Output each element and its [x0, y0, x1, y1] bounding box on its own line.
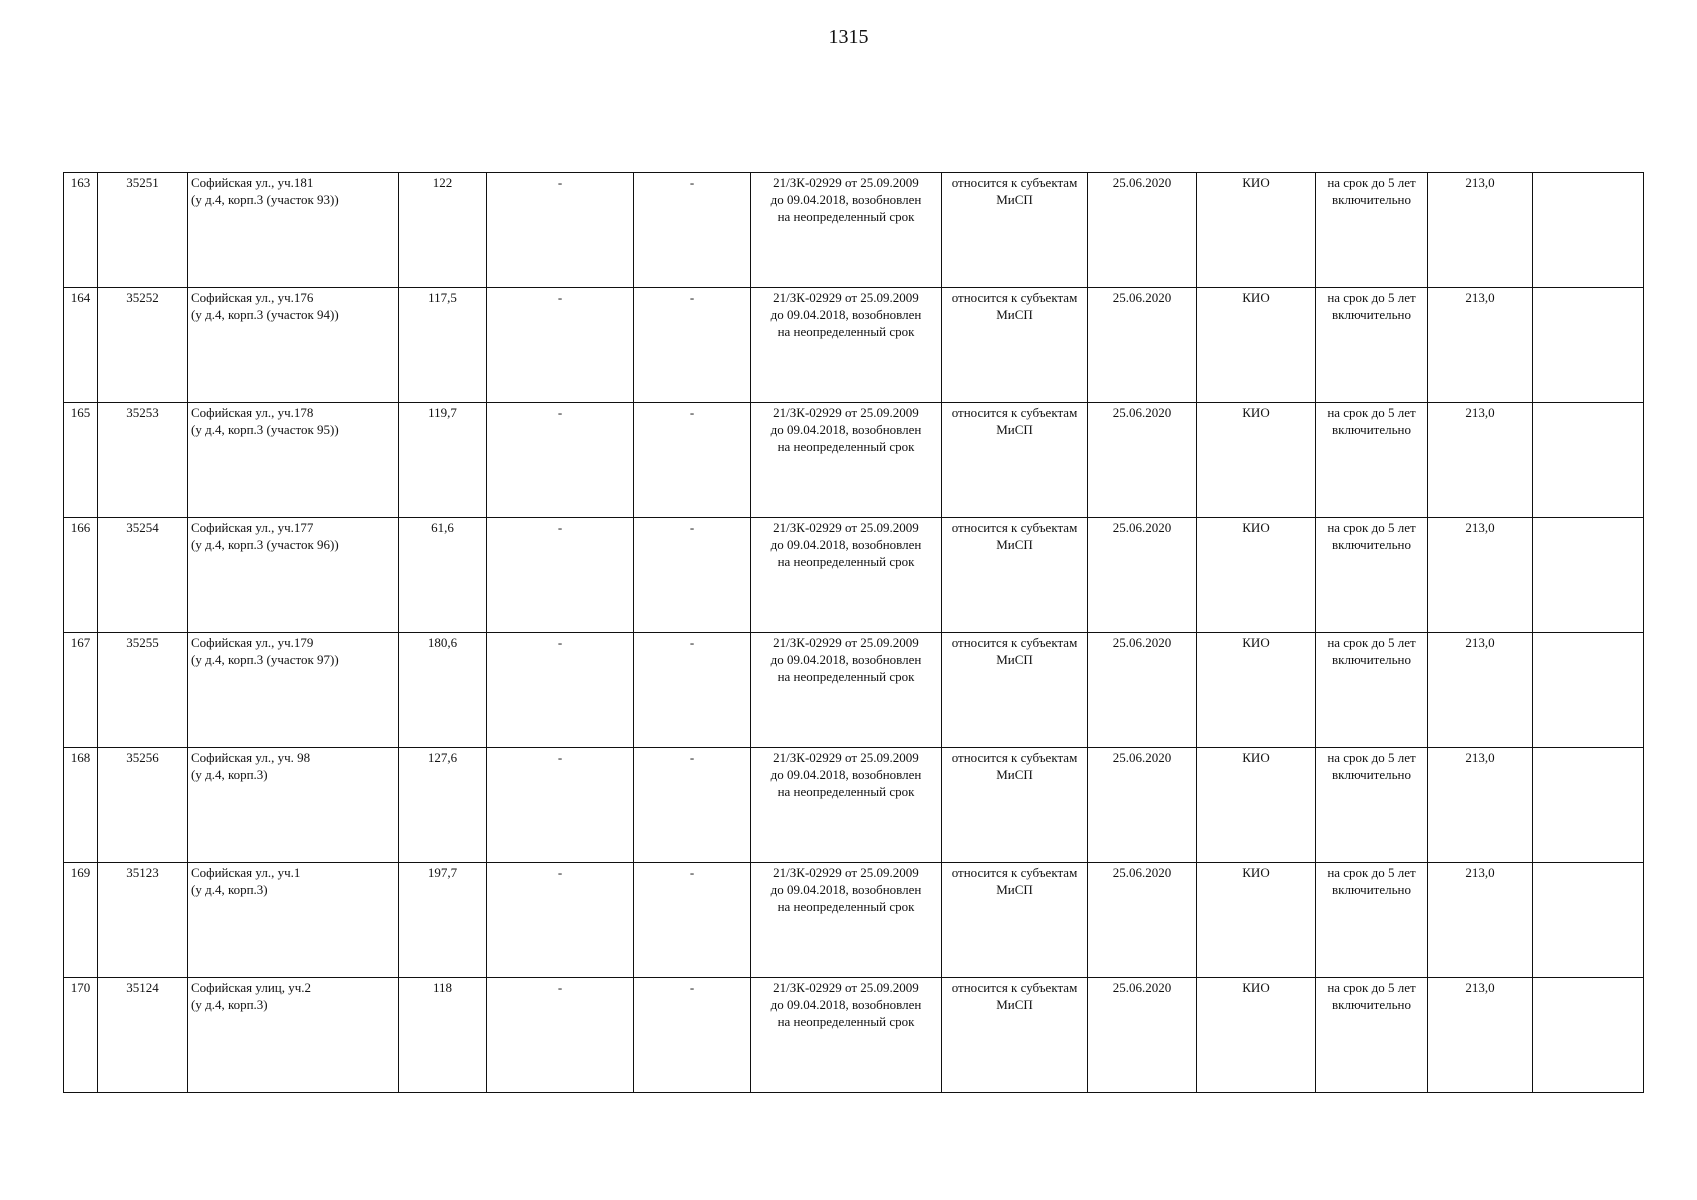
- cell-note: [1533, 288, 1644, 403]
- cell-address-line: Софийская ул., уч. 98: [191, 750, 311, 765]
- cell-address-line: (у д.4, корп.3 (участок 94)): [191, 307, 339, 322]
- cell-category: [942, 288, 1088, 403]
- cell-address: [188, 288, 399, 403]
- cell-agreement-line: на неопределенный срок: [777, 1014, 915, 1029]
- cell-row-number: 166: [64, 518, 98, 633]
- cell-note: [1533, 863, 1644, 978]
- cell-agreement-line: на неопределенный срок: [777, 554, 915, 569]
- cell-term: [1316, 173, 1428, 288]
- cell-agreement: [751, 633, 942, 748]
- cell-dash: -: [634, 633, 751, 748]
- cell-agreement-line: 21/ЗК-02929 от 25.09.2009: [773, 980, 919, 995]
- cell-area: 197,7: [399, 863, 487, 978]
- cell-address-line: Софийская ул., уч.181: [191, 175, 314, 190]
- cell-value: 213,0: [1428, 748, 1533, 863]
- cell-agreement: [751, 518, 942, 633]
- cell-organization: КИО: [1197, 518, 1316, 633]
- cell-category-line: относится к субъектам: [951, 865, 1078, 880]
- cell-agreement-line: 21/ЗК-02929 от 25.09.2009: [773, 635, 919, 650]
- cell-agreement-line: на неопределенный срок: [777, 324, 915, 339]
- cell-term-line: на срок до 5 лет: [1327, 750, 1416, 765]
- cell-note: [1533, 748, 1644, 863]
- cell-object-id: 35256: [98, 748, 188, 863]
- cell-term-line: включительно: [1332, 652, 1411, 667]
- cell-term: [1316, 748, 1428, 863]
- cell-dash: -: [487, 173, 634, 288]
- cell-agreement-line: до 09.04.2018, возобновлен: [770, 192, 922, 207]
- cell-organization: КИО: [1197, 863, 1316, 978]
- cell-area: 127,6: [399, 748, 487, 863]
- cell-agreement-line: 21/ЗК-02929 от 25.09.2009: [773, 865, 919, 880]
- cell-agreement-line: 21/ЗК-02929 от 25.09.2009: [773, 750, 919, 765]
- cell-term: [1316, 288, 1428, 403]
- cell-date: 25.06.2020: [1088, 863, 1197, 978]
- cell-category: [942, 403, 1088, 518]
- table-row: [64, 748, 1644, 863]
- cell-address-line: Софийская ул., уч.1: [191, 865, 301, 880]
- cell-agreement-line: 21/ЗК-02929 от 25.09.2009: [773, 175, 919, 190]
- cell-agreement-line: до 09.04.2018, возобновлен: [770, 882, 922, 897]
- cell-term: [1316, 518, 1428, 633]
- cell-object-id: 35254: [98, 518, 188, 633]
- cell-term-line: включительно: [1332, 767, 1411, 782]
- cell-row-number: 170: [64, 978, 98, 1093]
- cell-term: [1316, 403, 1428, 518]
- cell-category-line: относится к субъектам: [951, 635, 1078, 650]
- cell-address: [188, 978, 399, 1093]
- cell-address-line: (у д.4, корп.3): [191, 882, 268, 897]
- cell-value: 213,0: [1428, 173, 1533, 288]
- cell-dash: -: [634, 978, 751, 1093]
- cell-category-line: относится к субъектам: [951, 980, 1078, 995]
- cell-category: [942, 863, 1088, 978]
- cell-date: 25.06.2020: [1088, 978, 1197, 1093]
- table-row: [64, 288, 1644, 403]
- cell-agreement: [751, 863, 942, 978]
- cell-address-line: (у д.4, корп.3): [191, 997, 268, 1012]
- cell-category-line: МиСП: [996, 767, 1033, 782]
- cell-organization: КИО: [1197, 403, 1316, 518]
- cell-object-id: 35123: [98, 863, 188, 978]
- cell-row-number: 164: [64, 288, 98, 403]
- cell-term-line: на срок до 5 лет: [1327, 980, 1416, 995]
- cell-address-line: Софийская улиц, уч.2: [191, 980, 312, 995]
- cell-row-number: 165: [64, 403, 98, 518]
- cell-agreement-line: до 09.04.2018, возобновлен: [770, 422, 922, 437]
- cell-organization: КИО: [1197, 288, 1316, 403]
- table-body: [64, 173, 1644, 1093]
- cell-term: [1316, 863, 1428, 978]
- cell-object-id: 35251: [98, 173, 188, 288]
- cell-category-line: МиСП: [996, 652, 1033, 667]
- cell-note: [1533, 518, 1644, 633]
- page-number: 1315: [828, 26, 869, 48]
- cell-object-id: 35252: [98, 288, 188, 403]
- cell-area: 61,6: [399, 518, 487, 633]
- cell-term-line: включительно: [1332, 422, 1411, 437]
- cell-term-line: на срок до 5 лет: [1327, 405, 1416, 420]
- cell-organization: КИО: [1197, 173, 1316, 288]
- cell-dash: -: [487, 288, 634, 403]
- cell-term: [1316, 978, 1428, 1093]
- cell-value: 213,0: [1428, 288, 1533, 403]
- cell-object-id: 35255: [98, 633, 188, 748]
- table-row: [64, 403, 1644, 518]
- cell-agreement: [751, 748, 942, 863]
- cell-date: 25.06.2020: [1088, 518, 1197, 633]
- cell-category: [942, 518, 1088, 633]
- cell-category: [942, 978, 1088, 1093]
- cell-agreement: [751, 403, 942, 518]
- cell-dash: -: [487, 748, 634, 863]
- cell-value: 213,0: [1428, 518, 1533, 633]
- cell-address-line: (у д.4, корп.3 (участок 95)): [191, 422, 339, 437]
- cell-address: [188, 173, 399, 288]
- cell-dash: -: [487, 633, 634, 748]
- cell-row-number: 167: [64, 633, 98, 748]
- cell-value: 213,0: [1428, 403, 1533, 518]
- cell-dash: -: [634, 403, 751, 518]
- cell-agreement-line: на неопределенный срок: [777, 784, 915, 799]
- cell-date: 25.06.2020: [1088, 288, 1197, 403]
- cell-address: [188, 863, 399, 978]
- cell-agreement-line: до 09.04.2018, возобновлен: [770, 997, 922, 1012]
- cell-date: 25.06.2020: [1088, 748, 1197, 863]
- cell-value: 213,0: [1428, 633, 1533, 748]
- cell-category-line: МиСП: [996, 307, 1033, 322]
- cell-dash: -: [487, 863, 634, 978]
- cell-dash: -: [634, 518, 751, 633]
- cell-area: 118: [399, 978, 487, 1093]
- registry-table: [63, 172, 1644, 1093]
- cell-agreement-line: 21/ЗК-02929 от 25.09.2009: [773, 520, 919, 535]
- cell-category-line: относится к субъектам: [951, 175, 1078, 190]
- cell-agreement-line: до 09.04.2018, возобновлен: [770, 537, 922, 552]
- cell-address-line: (у д.4, корп.3 (участок 96)): [191, 537, 339, 552]
- cell-row-number: 168: [64, 748, 98, 863]
- cell-address-line: Софийская ул., уч.179: [191, 635, 314, 650]
- table-row: [64, 863, 1644, 978]
- cell-category-line: МиСП: [996, 882, 1033, 897]
- cell-term-line: на срок до 5 лет: [1327, 520, 1416, 535]
- cell-category-line: МиСП: [996, 422, 1033, 437]
- cell-address: [188, 633, 399, 748]
- cell-date: 25.06.2020: [1088, 403, 1197, 518]
- cell-dash: -: [487, 403, 634, 518]
- cell-dash: -: [634, 748, 751, 863]
- cell-area: 119,7: [399, 403, 487, 518]
- cell-category-line: относится к субъектам: [951, 750, 1078, 765]
- cell-agreement-line: на неопределенный срок: [777, 899, 915, 914]
- cell-dash: -: [634, 863, 751, 978]
- cell-address-line: (у д.4, корп.3 (участок 97)): [191, 652, 339, 667]
- cell-term-line: включительно: [1332, 192, 1411, 207]
- cell-category-line: МиСП: [996, 537, 1033, 552]
- cell-term-line: на срок до 5 лет: [1327, 290, 1416, 305]
- cell-address-line: (у д.4, корп.3 (участок 93)): [191, 192, 339, 207]
- cell-agreement-line: на неопределенный срок: [777, 439, 915, 454]
- table-row: [64, 633, 1644, 748]
- cell-category-line: относится к субъектам: [951, 520, 1078, 535]
- cell-term-line: включительно: [1332, 537, 1411, 552]
- table-row: [64, 173, 1644, 288]
- cell-address: [188, 403, 399, 518]
- cell-agreement-line: 21/ЗК-02929 от 25.09.2009: [773, 290, 919, 305]
- cell-organization: КИО: [1197, 633, 1316, 748]
- cell-area: 117,5: [399, 288, 487, 403]
- cell-note: [1533, 978, 1644, 1093]
- cell-agreement: [751, 978, 942, 1093]
- cell-dash: -: [634, 288, 751, 403]
- cell-term-line: включительно: [1332, 997, 1411, 1012]
- cell-category-line: относится к субъектам: [951, 290, 1078, 305]
- cell-agreement-line: до 09.04.2018, возобновлен: [770, 767, 922, 782]
- cell-term: [1316, 633, 1428, 748]
- cell-area: 122: [399, 173, 487, 288]
- cell-row-number: 169: [64, 863, 98, 978]
- cell-category: [942, 748, 1088, 863]
- cell-date: 25.06.2020: [1088, 633, 1197, 748]
- cell-category-line: МиСП: [996, 192, 1033, 207]
- cell-category-line: относится к субъектам: [951, 405, 1078, 420]
- cell-address-line: (у д.4, корп.3): [191, 767, 268, 782]
- cell-term-line: на срок до 5 лет: [1327, 865, 1416, 880]
- cell-term-line: на срок до 5 лет: [1327, 635, 1416, 650]
- cell-dash: -: [634, 173, 751, 288]
- cell-organization: КИО: [1197, 748, 1316, 863]
- cell-agreement: [751, 288, 942, 403]
- cell-organization: КИО: [1197, 978, 1316, 1093]
- cell-term-line: на срок до 5 лет: [1327, 175, 1416, 190]
- cell-agreement-line: на неопределенный срок: [777, 209, 915, 224]
- cell-term-line: включительно: [1332, 307, 1411, 322]
- cell-row-number: 163: [64, 173, 98, 288]
- cell-agreement-line: до 09.04.2018, возобновлен: [770, 652, 922, 667]
- cell-area: 180,6: [399, 633, 487, 748]
- table-row: [64, 518, 1644, 633]
- cell-category-line: МиСП: [996, 997, 1033, 1012]
- cell-agreement: [751, 173, 942, 288]
- cell-address-line: Софийская ул., уч.177: [191, 520, 314, 535]
- cell-term-line: включительно: [1332, 882, 1411, 897]
- cell-agreement-line: до 09.04.2018, возобновлен: [770, 307, 922, 322]
- cell-note: [1533, 173, 1644, 288]
- cell-address: [188, 748, 399, 863]
- cell-address: [188, 518, 399, 633]
- cell-note: [1533, 633, 1644, 748]
- cell-object-id: 35124: [98, 978, 188, 1093]
- table-row: [64, 978, 1644, 1093]
- cell-address-line: Софийская ул., уч.178: [191, 405, 314, 420]
- cell-value: 213,0: [1428, 978, 1533, 1093]
- cell-agreement-line: на неопределенный срок: [777, 669, 915, 684]
- cell-value: 213,0: [1428, 863, 1533, 978]
- cell-date: 25.06.2020: [1088, 173, 1197, 288]
- cell-category: [942, 173, 1088, 288]
- cell-object-id: 35253: [98, 403, 188, 518]
- cell-dash: -: [487, 518, 634, 633]
- cell-agreement-line: 21/ЗК-02929 от 25.09.2009: [773, 405, 919, 420]
- cell-note: [1533, 403, 1644, 518]
- cell-category: [942, 633, 1088, 748]
- cell-dash: -: [487, 978, 634, 1093]
- cell-address-line: Софийская ул., уч.176: [191, 290, 314, 305]
